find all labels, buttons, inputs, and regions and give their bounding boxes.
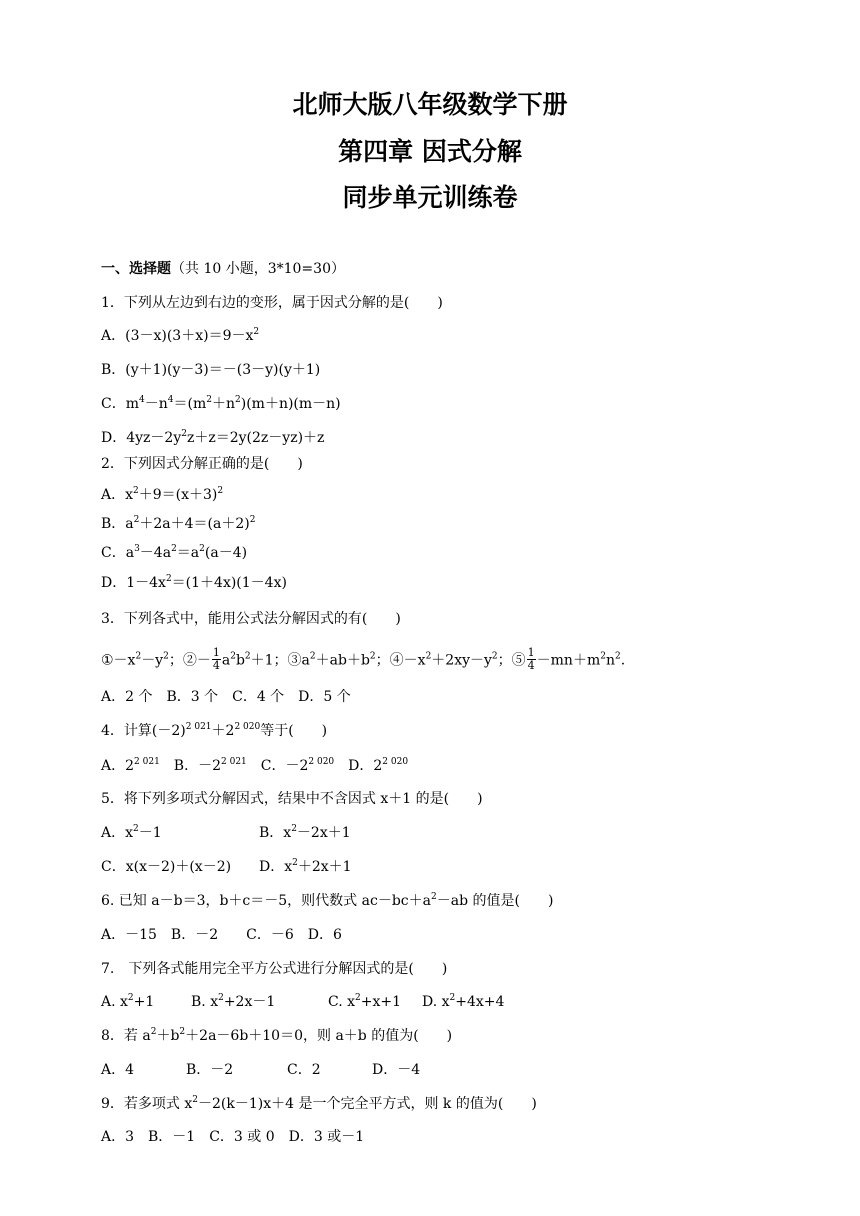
fraction-denominator: 4 xyxy=(212,659,220,672)
option-text: －4a xyxy=(139,545,172,561)
stem-text: ＋2 xyxy=(211,723,235,739)
section-title: 一、选择题 xyxy=(101,261,171,277)
superscript: 2 xyxy=(425,651,432,662)
superscript: 2 021 xyxy=(134,757,160,767)
superscript: 2 xyxy=(244,651,251,662)
question-2-option-c xyxy=(101,544,247,562)
superscript: 4 xyxy=(167,395,174,405)
question-6-options: A．－15 B．－2 C．－6 D．6 xyxy=(101,927,342,943)
question-5-option-d xyxy=(259,858,352,876)
stem-text: －2(k－1)x＋4 是一个完全平方式，则 k 的值为( ) xyxy=(198,1096,537,1112)
question-5-options-row2 xyxy=(101,858,352,876)
superscript: 2 xyxy=(253,327,260,337)
option-text: D．1－4x xyxy=(101,575,166,591)
document-title-line3: 同步单元训练卷 xyxy=(342,183,518,212)
question-5-options-row1 xyxy=(101,824,351,842)
expr-text: ；②－ xyxy=(168,652,211,669)
option-text: －1 xyxy=(138,825,162,841)
stem-text: 9．若多项式 x xyxy=(101,1096,193,1112)
question-1-option-c xyxy=(101,395,341,413)
superscript: 2 020 xyxy=(382,757,409,767)
expr-text: n xyxy=(605,652,615,669)
question-2-option-d xyxy=(101,574,287,592)
option-text: A．x xyxy=(101,825,134,841)
question-7-options xyxy=(101,993,504,1011)
option-text: －2x＋1 xyxy=(296,825,351,841)
option-text: C．m xyxy=(101,396,139,412)
option-text: (a－4) xyxy=(204,545,248,561)
superscript: 4 xyxy=(139,395,145,405)
question-8-option-a: A．4 xyxy=(101,1062,135,1078)
question-1-option-a xyxy=(101,327,259,345)
question-7-option-d xyxy=(422,993,504,1011)
question-7-stem: 7. 下列各式能用完全平方公式进行分解因式的是( ) xyxy=(101,961,448,977)
stem-text: 8．若 a xyxy=(101,1028,151,1044)
fraction-one-quarter xyxy=(212,647,221,672)
question-8-stem xyxy=(101,1027,452,1045)
expr-text: ；⑤ xyxy=(497,652,526,669)
section-info: （共 10 小题，3*10=30） xyxy=(171,261,345,277)
option-text: ＝(m xyxy=(173,396,207,412)
superscript: 2 xyxy=(235,395,241,405)
option-text: )(m＋n)(m－n) xyxy=(240,396,341,412)
question-2-option-b xyxy=(101,515,255,533)
superscript: 2 xyxy=(369,651,376,662)
question-8-option-d: D．－4 xyxy=(372,1062,421,1078)
superscript: 2 xyxy=(150,1027,157,1037)
superscript: 2 xyxy=(430,892,437,902)
superscript: 2 021 xyxy=(185,722,212,732)
option-text: D. x xyxy=(422,994,450,1010)
question-7-option-a xyxy=(101,993,191,1011)
question-1-stem: 1．下列从左边到右边的变形，属于因式分解的是( ) xyxy=(101,295,443,311)
option-text: A．x xyxy=(101,487,134,503)
expr-text: ＋2xy－y xyxy=(431,652,492,669)
option-text: +4x+4 xyxy=(455,994,505,1010)
superscript: 2 xyxy=(135,651,142,662)
option-text: D．2 xyxy=(334,758,383,774)
option-text: ＋9＝(x＋3) xyxy=(138,487,218,503)
question-7-option-b xyxy=(191,993,328,1011)
superscript: 2 xyxy=(133,515,140,525)
superscript: 2 xyxy=(291,824,297,834)
fraction-denominator: 4 xyxy=(527,659,535,672)
superscript: 2 xyxy=(449,993,456,1003)
option-text: D．4yz－2y xyxy=(101,430,182,446)
section-heading xyxy=(101,260,345,278)
question-4-options xyxy=(101,757,408,775)
option-text: C. x xyxy=(328,994,356,1010)
question-7-option-c xyxy=(328,993,422,1011)
stem-text: ＋b xyxy=(156,1028,180,1044)
question-9-options: A．3 B．－1 C．3 或 0 D．3 或－1 xyxy=(101,1129,365,1145)
superscript: 2 xyxy=(133,824,139,834)
option-text: A．(3－x)(3＋x)＝9－x xyxy=(101,328,254,344)
superscript: 2 xyxy=(179,1027,186,1037)
superscript: 2 xyxy=(181,429,187,439)
stem-text: 等于( ) xyxy=(260,723,328,739)
option-text: +1 xyxy=(133,994,155,1010)
question-6-stem xyxy=(101,892,553,910)
superscript: 2 xyxy=(165,574,172,584)
option-text: z＋z＝2y(2z－yz)＋z xyxy=(186,430,325,446)
question-5-stem: 5．将下列多项式分解因式，结果中不含因式 x＋1 的是( ) xyxy=(101,791,483,807)
document-title-line2: 第四章 因式分解 xyxy=(338,137,522,166)
option-text: A．2 xyxy=(101,758,135,774)
stem-text: 6. 已知 a－b＝3，b＋c＝－5，则代数式 ac－bc＋a xyxy=(101,893,431,909)
question-2-stem: 2．下列因式分解正确的是( ) xyxy=(101,456,303,472)
question-3-options: A．2 个 B．3 个 C．4 个 D．5 个 xyxy=(101,689,351,705)
fraction-one-quarter xyxy=(527,647,536,672)
question-4-stem xyxy=(101,722,327,740)
superscript: 2 020 xyxy=(234,722,261,732)
option-text: ＝(1＋4x)(1－4x) xyxy=(171,575,287,591)
question-5-option-b xyxy=(259,824,351,842)
option-text: +2x－1 xyxy=(223,994,276,1010)
stem-text: －ab 的值是( ) xyxy=(436,893,554,909)
superscript: 2 xyxy=(292,858,298,868)
option-text: A. x xyxy=(101,994,128,1010)
superscript: 2 xyxy=(355,993,361,1003)
stem-text: ＋2a－6b＋10＝0，则 a＋b 的值为( ) xyxy=(185,1028,453,1044)
option-text: ＋n xyxy=(211,396,236,412)
expr-text: ；④－x xyxy=(375,652,426,669)
superscript: 2 xyxy=(309,651,316,662)
question-8-option-b: B．－2 xyxy=(186,1062,234,1078)
option-text: D．x xyxy=(259,859,293,875)
question-1-option-d xyxy=(101,429,324,447)
superscript: 2 xyxy=(491,651,498,662)
expr-text: －y xyxy=(141,652,164,669)
fraction-numerator: 1 xyxy=(527,646,535,659)
superscript: 2 xyxy=(206,395,212,405)
superscript: 2 xyxy=(127,993,134,1003)
expr-text: －mn＋m xyxy=(536,652,601,669)
fraction-numerator: 1 xyxy=(212,646,220,659)
option-text: B．－2 xyxy=(159,758,221,774)
option-text: B．a xyxy=(101,516,134,532)
superscript: 2 xyxy=(217,486,224,496)
expr-text: . xyxy=(620,652,626,669)
superscript: 2 xyxy=(133,486,139,496)
option-text: B．x xyxy=(259,825,292,841)
question-3-stem: 3．下列各式中，能用公式法分解因式的有( ) xyxy=(101,611,401,627)
superscript: 3 xyxy=(134,544,140,554)
superscript: 2 021 xyxy=(221,757,247,767)
option-text: ＋2a＋4＝(a＋2) xyxy=(139,516,250,532)
question-9-stem xyxy=(101,1095,537,1113)
document-title-line1: 北师大版八年级数学下册 xyxy=(292,90,568,119)
superscript: 2 xyxy=(218,993,224,1003)
superscript: 2 xyxy=(600,651,606,662)
superscript: 2 xyxy=(171,544,177,554)
option-text: C．a xyxy=(101,545,135,561)
question-5-option-a xyxy=(101,824,259,842)
option-text: ＝a xyxy=(176,545,200,561)
expr-text: a xyxy=(221,652,231,669)
option-text: －n xyxy=(144,396,168,412)
option-text: B. x xyxy=(191,994,219,1010)
superscript: 2 xyxy=(615,651,621,662)
stem-text: 4．计算(－2) xyxy=(101,723,186,739)
expr-text: ①－x xyxy=(101,652,136,669)
question-2-option-a xyxy=(101,486,223,504)
question-1-option-b: B．(y＋1)(y－3)＝－(3－y)(y＋1) xyxy=(101,362,321,378)
expr-text: ＋ab＋b xyxy=(315,652,370,669)
expr-text: b xyxy=(235,652,245,669)
expr-text: ＋1；③a xyxy=(250,652,310,669)
option-text: C．－2 xyxy=(246,758,309,774)
superscript: 2 xyxy=(249,515,256,525)
option-text: +x+1 xyxy=(360,994,402,1010)
question-5-option-c: C．x(x－2)＋(x－2) xyxy=(101,859,232,875)
superscript: 2 xyxy=(163,651,169,662)
superscript: 2 xyxy=(199,544,205,554)
option-text: ＋2x＋1 xyxy=(297,859,352,875)
question-8-options xyxy=(101,1061,420,1079)
superscript: 2 xyxy=(192,1095,198,1105)
superscript: 2 xyxy=(230,651,236,662)
question-3-expressions xyxy=(101,648,625,673)
superscript: 2 020 xyxy=(308,757,335,767)
question-8-option-c: C．2 xyxy=(287,1062,321,1078)
